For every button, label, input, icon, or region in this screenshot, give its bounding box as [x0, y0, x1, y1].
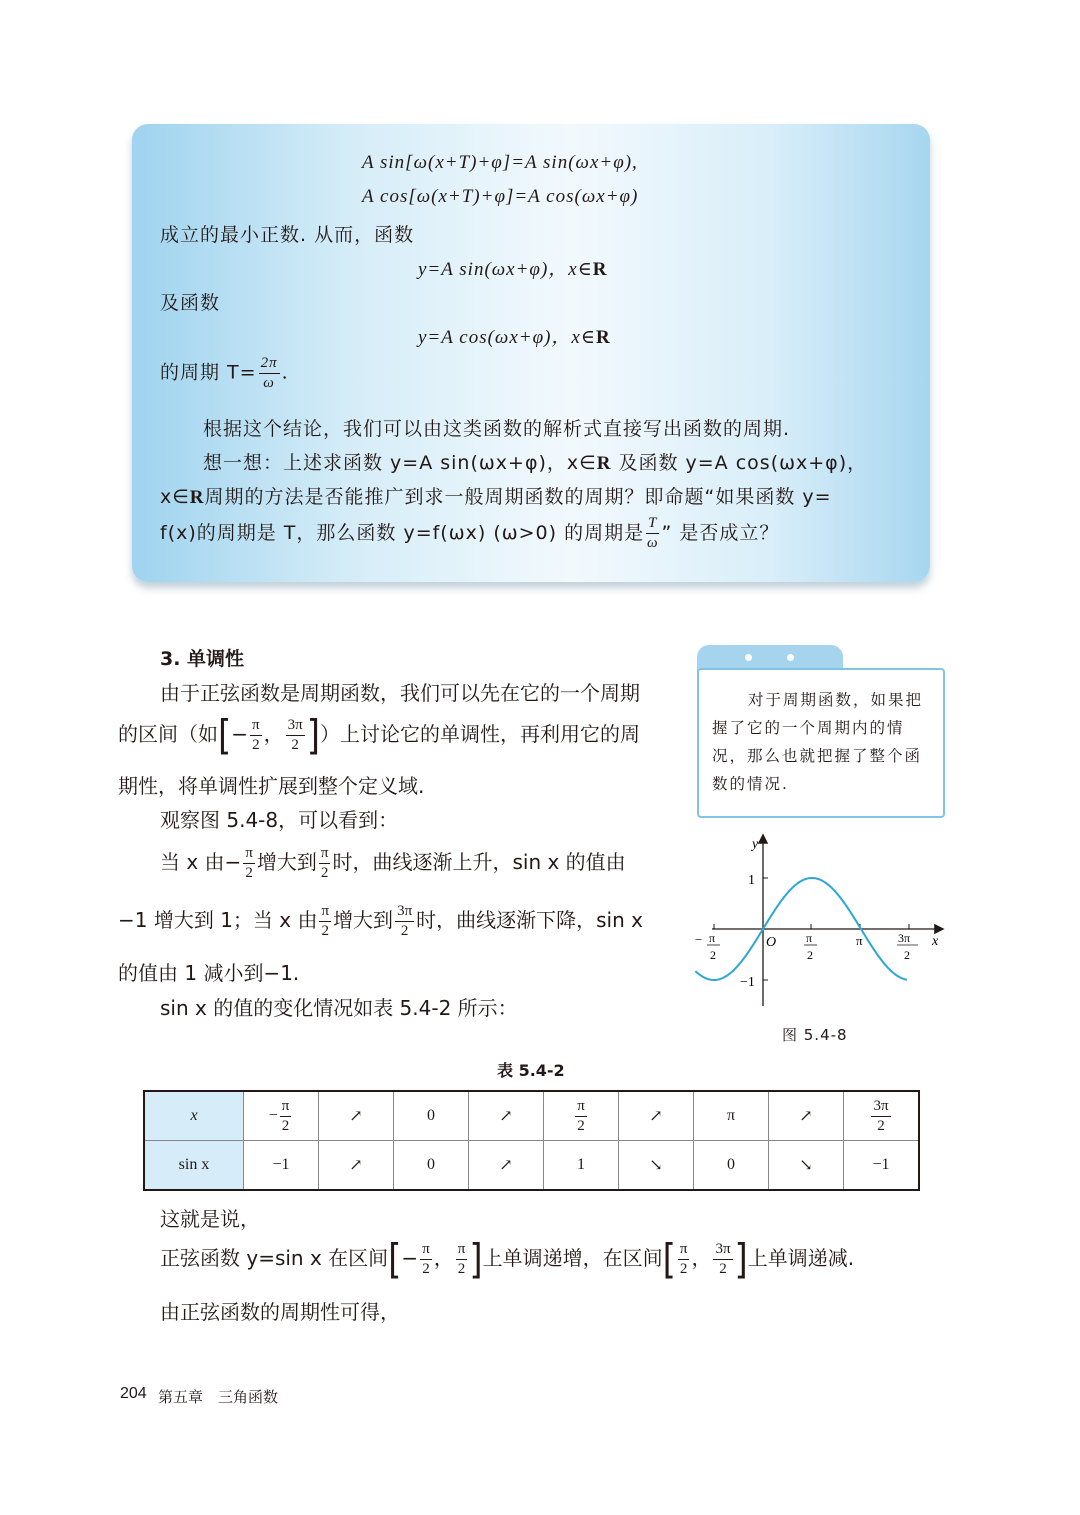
x-tick-label-two: 2	[904, 948, 910, 962]
up-arrow-icon: ↗	[619, 1091, 694, 1141]
table-cell: − $\frac{\pi}{2}$	[244, 1091, 319, 1141]
table-header-x: x	[144, 1091, 244, 1141]
period-formula: 的周期 T= $\frac{2\pi}{\omega}$ .	[160, 355, 289, 391]
x-tick-label-pi: π	[806, 931, 813, 945]
table-header-sinx: sin x	[144, 1141, 244, 1191]
equation-cos-function: y=A cos(ωx+φ)，x∈R	[418, 327, 611, 348]
table-cell: −1	[844, 1141, 920, 1191]
x-axis-label: x	[932, 934, 939, 949]
table-row-x	[144, 1091, 919, 1141]
figure-caption: 图 5.4-8	[782, 1026, 848, 1044]
box-text-line: 成立的最小正数. 从而，函数	[160, 224, 415, 246]
table-row-sinx	[144, 1141, 919, 1191]
paragraph-line: 这就是说，	[160, 1207, 260, 1231]
paragraph-line: 由正弦函数的周期性可得，	[160, 1300, 400, 1324]
table-cell: $\frac{3\pi}{2}$	[844, 1091, 920, 1141]
table-cell: π	[694, 1091, 769, 1141]
table-cell: 1	[544, 1141, 619, 1191]
sine-graph	[690, 828, 950, 1013]
up-arrow-icon: ↗	[469, 1141, 544, 1191]
paragraph-line: 的区间（如[− $\frac{\pi}{2}$ ， $\frac{3\pi}{2}$ ]）上讨论它的单调性，再利用它的周	[118, 711, 640, 760]
up-arrow-icon: ↗	[319, 1091, 394, 1141]
box-text-line: 根据这个结论，我们可以由这类函数的解析式直接写出函数的周期.	[203, 418, 791, 440]
equation-cos-period: A cos[ω(x+T)+φ]=A cos(ωx+φ)	[362, 186, 639, 207]
paragraph-line: 观察图 5.4-8，可以看到：	[160, 808, 399, 832]
y-axis-label: y	[752, 837, 759, 852]
x-tick-label-two: 2	[807, 948, 813, 962]
paragraph-line: 的值由 1 减小到−1.	[118, 961, 300, 985]
origin-label: O	[766, 935, 777, 950]
note-dot-icon	[745, 654, 752, 661]
y-tick-label-m1: −1	[740, 975, 755, 990]
equation-sin-function: y=A sin(ωx+φ)，x∈R	[418, 259, 608, 280]
side-note-text: 对于周期函数，如果把握了它的一个周期内的情况，那么也就把握了整个函数的情况.	[712, 691, 924, 793]
table-cell: 0	[694, 1141, 769, 1191]
x-tick-label-pi: π	[856, 933, 863, 948]
paragraph-line: 期性，将单调性扩展到整个定义域.	[118, 774, 425, 798]
paragraph-line: 当 x 由− $\frac{\pi}{2}$ 增大到 $\frac{\pi}{2}$ 时，曲线逐渐上升，sin x 的值由	[160, 845, 626, 881]
paragraph-line: 由于正弦函数是周期函数，我们可以先在它的一个周期	[160, 681, 640, 705]
up-arrow-icon: ↗	[319, 1141, 394, 1191]
equation-sin-period: A sin[ω(x+T)+φ]=A sin(ωx+φ),	[362, 152, 638, 173]
page-number: 204	[120, 1385, 147, 1402]
paragraph-line: 正弦函数 y=sin x 在区间[− $\frac{\pi}{2}$ ， $\frac{\pi}{2}$ ]上单调递增，在区间[ $\frac{\pi}{2}$ ， $\frac{3\pi}{2}$ ]上单调递减.	[160, 1235, 855, 1284]
table-cell: 0	[394, 1141, 469, 1191]
table-cell: −1	[244, 1141, 319, 1191]
section-title: 3. 单调性	[160, 648, 245, 670]
paragraph-line: sin x 的值的变化情况如表 5.4-2 所示：	[160, 996, 518, 1020]
think-question-line: x∈R周期的方法是否能推广到求一般周期函数的周期？即命题“如果函数 y=	[160, 486, 832, 508]
think-question-line: f(x)的周期是 T，那么函数 y=f(ωx) (ω>0) 的周期是 $\frac{T}{\omega}$ ” 是否成立？	[160, 515, 780, 551]
y-tick-label-1: 1	[748, 873, 755, 888]
table-cell: $\frac{\pi}{2}$	[544, 1091, 619, 1141]
chapter-title: 第五章 三角函数	[158, 1388, 279, 1406]
table-cell: 0	[394, 1091, 469, 1141]
table-title: 表 5.4-2	[497, 1061, 565, 1080]
paragraph-line: −1 增大到 1；当 x 由 $\frac{\pi}{2}$ 增大到 $\frac{3\pi}{2}$ 时，曲线逐渐下降，sin x	[118, 903, 643, 939]
down-arrow-icon: ↘	[619, 1141, 694, 1191]
think-question-line: 想一想：上述求函数 y=A sin(ωx+φ)，x∈R 及函数 y=A cos(ωx+φ)，	[203, 452, 868, 474]
note-dot-icon	[787, 654, 794, 661]
x-tick-label-three-pi: 3π	[898, 931, 911, 945]
x-tick-label-two: 2	[710, 948, 716, 962]
x-tick-label-minus: −	[695, 932, 703, 947]
up-arrow-icon: ↗	[469, 1091, 544, 1141]
box-text-line: 及函数	[160, 292, 221, 314]
x-tick-label-pi: π	[709, 931, 716, 945]
sine-value-table	[143, 1090, 920, 1191]
down-arrow-icon: ↘	[769, 1141, 844, 1191]
up-arrow-icon: ↗	[769, 1091, 844, 1141]
